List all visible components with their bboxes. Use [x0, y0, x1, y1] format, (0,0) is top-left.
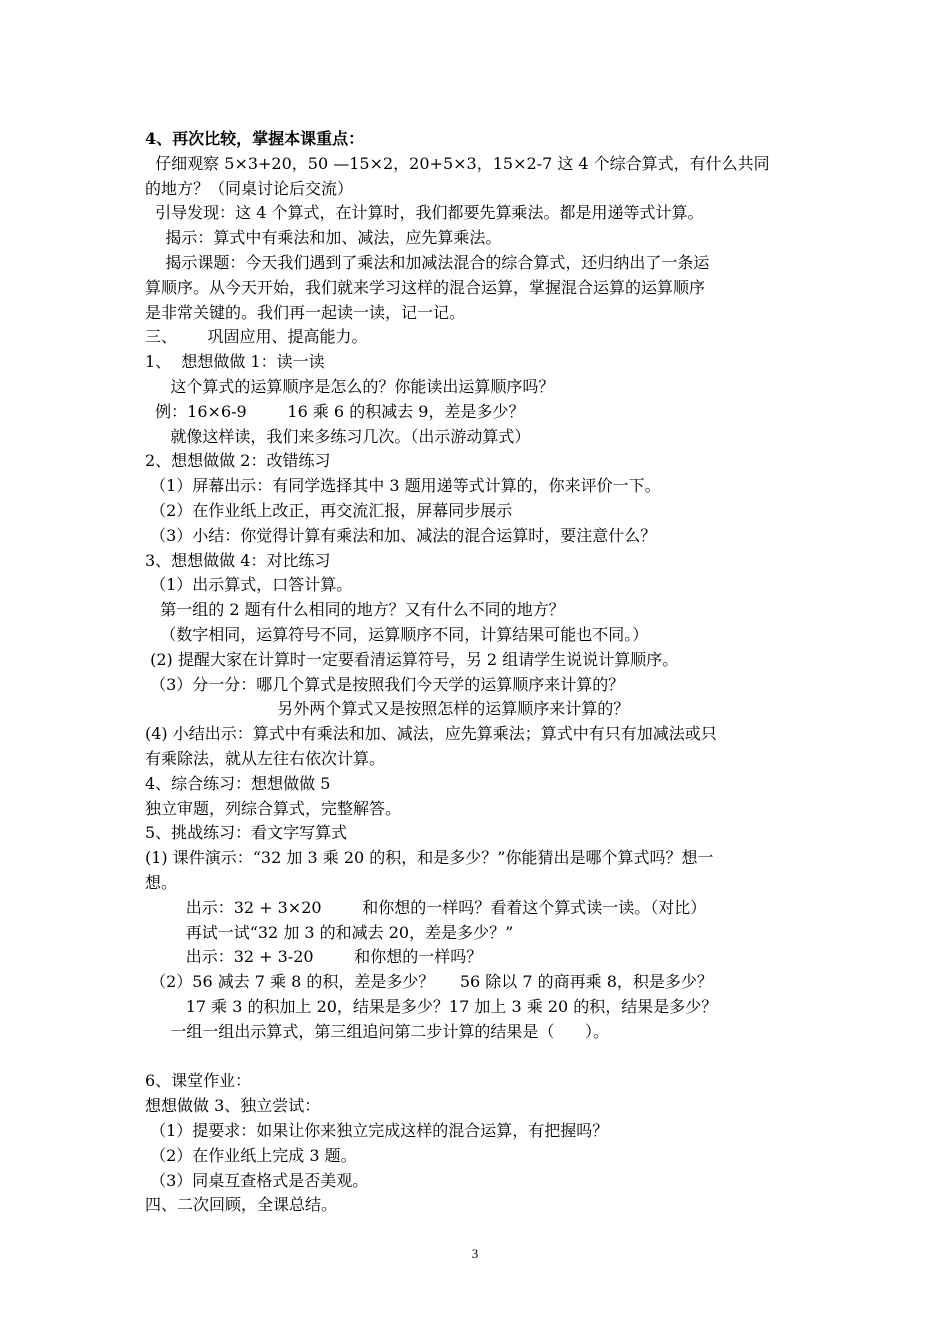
- section-heading: 4、再次比较，掌握本课重点：: [145, 129, 365, 148]
- page-number: 3: [471, 1246, 479, 1261]
- text-line: （3）同桌互查格式是否美观。: [145, 1170, 369, 1190]
- text-line: 仔细观察 5×3+20，50 —15×2，20+5×3，15×2-7 这 4 个综合算式，有什么共同: [145, 153, 770, 173]
- text-line: (2) 提醒大家在计算时一定要看清运算符号，另 2 组请学生说说计算顺序。: [145, 649, 679, 669]
- text-line: 这个算式的运算顺序是怎么的？你能读出运算顺序吗？: [145, 377, 555, 396]
- text-line: 独立审题，列综合算式，完整解答。: [145, 798, 402, 818]
- text-line: 出示：32 + 3-20 和你想的一样吗？: [145, 947, 483, 967]
- text-line: 算顺序。从今天开始，我们就来学习这样的混合运算，掌握混合运算的运算顺序: [145, 277, 706, 297]
- text-line: （1）出示算式，口答计算。: [145, 575, 353, 595]
- text-line: （3）小结：你觉得计算有乘法和加、减法的混合运算时，要注意什么？: [145, 525, 657, 545]
- text-line: 例：16×6-9 16 乘 6 的积减去 9，差是多少？: [145, 401, 525, 421]
- text-line: 四、二次回顾，全课总结。: [145, 1195, 338, 1215]
- text-line: 6、课堂作业：: [145, 1071, 252, 1091]
- text-line: （3）分一分：哪几个算式是按照我们今天学的运算顺序来计算的？: [145, 674, 625, 694]
- text-line: 2、想想做做 2：改错练习: [145, 451, 331, 471]
- text-line: 4、综合练习：想想做做 5: [145, 773, 331, 793]
- text-line: （数字相同，运算符号不同，运算顺序不同，计算结果可能也不同。）: [145, 625, 649, 644]
- text-line: (1) 课件演示：“32 加 3 乘 20 的积，和是多少？”你能猜出是哪个算式吗？想一: [145, 848, 714, 868]
- text-line: 第一组的 2 题有什么相同的地方？又有什么不同的地方？: [145, 600, 565, 620]
- text-line: 想。: [145, 873, 178, 892]
- text-line: 揭示：算式中有乘法和加、减法，应先算乘法。: [145, 228, 502, 248]
- text-line: （2）56 减去 7 乘 8 的积，差是多少？ 56 除以 7 的商再乘 8，积是多少？: [145, 972, 713, 992]
- text-line: （1）提要求：如果让你来独立完成这样的混合运算，有把握吗？: [145, 1121, 609, 1140]
- text-line: 想想做做 3、独立尝试：: [145, 1096, 321, 1116]
- text-line: 是非常关键的。我们再一起读一读，记一记。: [145, 302, 466, 322]
- text-line: （2）在作业纸上完成 3 题。: [145, 1145, 357, 1165]
- text-line: （2）在作业纸上改正，再交流汇报，屏幕同步展示: [145, 501, 513, 520]
- text-line: 一组一组出示算式，第三组追问第二步计算的结果是（ ）。: [145, 1021, 609, 1041]
- text-line: 另外两个算式又是按照怎样的运算顺序来计算的？: [145, 699, 630, 719]
- text-line: 1、 想想做做 1：读一读: [145, 352, 325, 372]
- text-line: 引导发现：这 4 个算式，在计算时，我们都要先算乘法。都是用递等式计算。: [145, 203, 704, 223]
- text-line: 的地方？（同桌讨论后交流）: [145, 178, 354, 198]
- text-line: 揭示课题：今天我们遇到了乘法和加减法混合的综合算式，还归纳出了一条运: [145, 253, 710, 272]
- text-line: (4) 小结出示：算式中有乘法和加、减法，应先算乘法；算式中有只有加减法或只: [145, 724, 717, 744]
- text-line: 就像这样读，我们来多练习几次。（出示游动算式）: [145, 426, 531, 446]
- text-line: 再试一试“32 加 3 的和减去 20，差是多少？”: [145, 922, 514, 942]
- text-line: 3、想想做做 4：对比练习: [145, 550, 331, 570]
- text-line: 17 乘 3 的积加上 20，结果是多少？17 加上 3 乘 20 的积，结果是多少？: [145, 997, 718, 1016]
- text-line: 有乘除法，就从左往右依次计算。: [145, 749, 386, 768]
- text-line: 5、挑战练习：看文字写算式: [145, 823, 348, 843]
- text-line: 三、 巩固应用、提高能力。: [145, 327, 368, 347]
- text-line: 出示：32 + 3×20 和你想的一样吗？看着这个算式读一读。（对比）: [145, 897, 707, 917]
- text-line: （1）屏幕出示：有同学选择其中 3 题用递等式计算的，你来评价一下。: [145, 476, 661, 496]
